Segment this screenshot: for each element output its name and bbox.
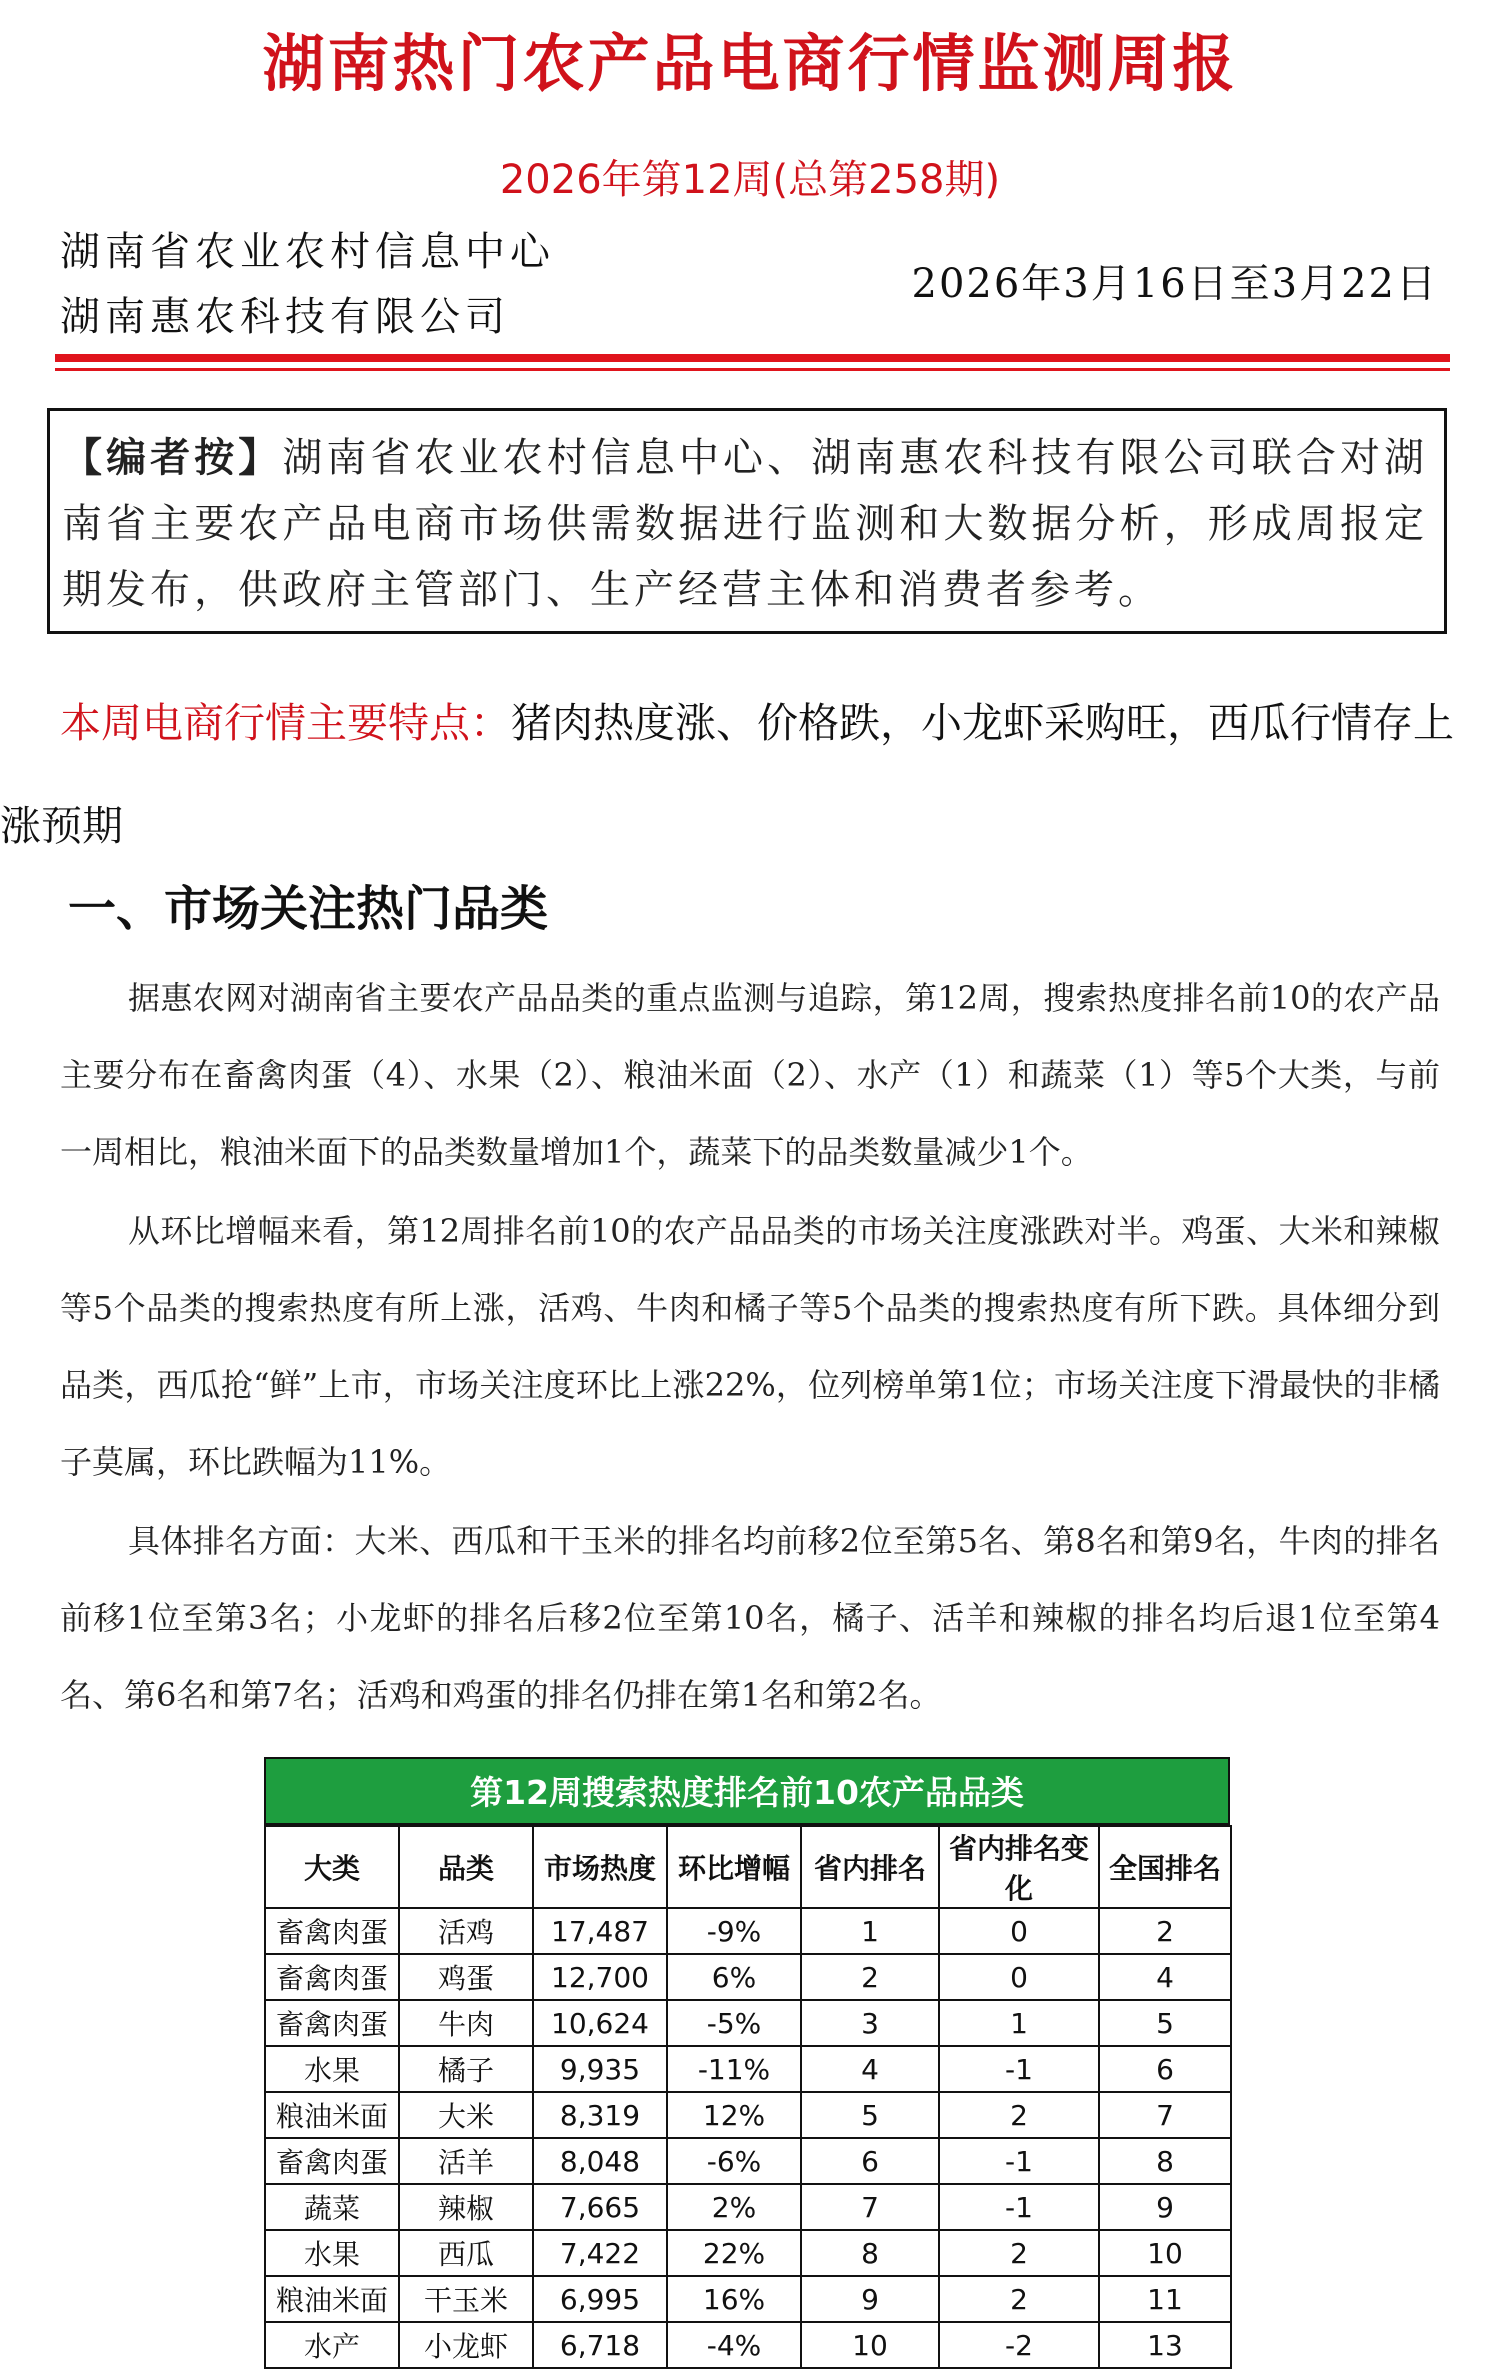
table-cell: -1	[939, 2046, 1099, 2092]
issue-number: 2026年第12周(总第258期)	[499, 157, 1001, 203]
col-header-category: 大类	[265, 1826, 399, 1908]
table-cell: 12,700	[533, 1954, 667, 2000]
table-cell: 5	[801, 2092, 939, 2138]
table-cell: 畜禽肉蛋	[265, 2138, 399, 2184]
col-header-prov-rank: 省内排名	[801, 1826, 939, 1908]
publisher-line-1: 湖南省农业农村信息中心	[60, 229, 555, 275]
table-cell: 3	[801, 2000, 939, 2046]
table-cell: 9,935	[533, 2046, 667, 2092]
table-cell: 2	[939, 2230, 1099, 2276]
table-cell: 10,624	[533, 2000, 667, 2046]
table-cell: 粮油米面	[265, 2092, 399, 2138]
table-cell: 5	[1099, 2000, 1231, 2046]
table-cell: 水果	[265, 2046, 399, 2092]
table-cell: 2	[1099, 1908, 1231, 1954]
table-cell: 活鸡	[399, 1908, 533, 1954]
paragraph-3: 具体排名方面：大米、西瓜和干玉米的排名均前移2位至第5名、第8名和第9名，牛肉的排名前移1位至第3名；小龙虾的排名后移2位至第10名，橘子、活羊和辣椒的排名均后退1位至第4名、第6名和第7名；活鸡和鸡蛋的排名仍排在第1名和第2名。	[60, 1522, 1440, 1714]
table-cell: 畜禽肉蛋	[265, 2000, 399, 2046]
table-cell: -4%	[667, 2322, 801, 2368]
table-cell: 7,422	[533, 2230, 667, 2276]
table-cell: 大米	[399, 2092, 533, 2138]
table-row	[265, 2138, 1231, 2184]
table-row	[265, 1954, 1231, 2000]
editor-note-text: 湖南省农业农村信息中心、湖南惠农科技有限公司联合对湖南省主要农产品电商市场供需数据进行监测和大数据分析，形成周报定期发布，供政府主管部门、生产经营主体和消费者参考。	[62, 435, 1429, 613]
table-cell: 13	[1099, 2322, 1231, 2368]
table-cell: -1	[939, 2184, 1099, 2230]
table-cell: 牛肉	[399, 2000, 533, 2046]
table-row	[265, 2092, 1231, 2138]
table-cell: 西瓜	[399, 2230, 533, 2276]
table-header-row	[265, 1826, 1231, 1908]
table-row	[265, 1908, 1231, 1954]
table-cell: 9	[1099, 2184, 1231, 2230]
table-cell: 干玉米	[399, 2276, 533, 2322]
table-cell: 16%	[667, 2276, 801, 2322]
table-cell: -11%	[667, 2046, 801, 2092]
table-cell: 蔬菜	[265, 2184, 399, 2230]
table-cell: 橘子	[399, 2046, 533, 2092]
table-cell: -2	[939, 2322, 1099, 2368]
table-cell: 10	[801, 2322, 939, 2368]
table-cell: 0	[939, 1954, 1099, 2000]
col-header-change: 环比增幅	[667, 1826, 801, 1908]
table-cell: 活羊	[399, 2138, 533, 2184]
header-rule-thick	[55, 354, 1450, 362]
ranking-table	[264, 1825, 1232, 2369]
table-cell: 4	[1099, 1954, 1231, 2000]
table-cell: 7	[801, 2184, 939, 2230]
date-range: 2026年3月16日至3月22日	[911, 261, 1438, 307]
table-cell: 2	[939, 2276, 1099, 2322]
table-cell: 1	[939, 2000, 1099, 2046]
table-cell: 17,487	[533, 1908, 667, 1954]
table-cell: 1	[801, 1908, 939, 1954]
table-cell: 2%	[667, 2184, 801, 2230]
ranking-table-container	[264, 1757, 1230, 2369]
table-cell: 8	[1099, 2138, 1231, 2184]
table-cell: 4	[801, 2046, 939, 2092]
paragraph-2: 从环比增幅来看，第12周排名前10的农产品品类的市场关注度涨跌对半。鸡蛋、大米和辣椒等5个品类的搜索热度有所上涨，活鸡、牛肉和橘子等5个品类的搜索热度有所下跌。具体细分到品类，西瓜抢“鲜”上市，市场关注度环比上涨22%，位列榜单第1位；市场关注度下滑最快的非橘子莫属，环比跌幅为11%。	[60, 1212, 1440, 1481]
table-cell: 12%	[667, 2092, 801, 2138]
table-row	[265, 2046, 1231, 2092]
table-cell: 辣椒	[399, 2184, 533, 2230]
table-cell: 8,048	[533, 2138, 667, 2184]
col-header-national-rank: 全国排名	[1099, 1826, 1231, 1908]
table-cell: 2	[939, 2092, 1099, 2138]
publisher-line-2: 湖南惠农科技有限公司	[60, 294, 510, 340]
table-cell: 8,319	[533, 2092, 667, 2138]
header-rule-thin	[55, 368, 1450, 371]
features-label: 本周电商行情主要特点：	[60, 699, 511, 747]
report-title: 湖南热门农产品电商行情监测周报	[262, 27, 1238, 100]
editor-note-label: 【编者按】	[62, 435, 283, 481]
table-cell: 7	[1099, 2092, 1231, 2138]
table-cell: 鸡蛋	[399, 1954, 533, 2000]
table-cell: 9	[801, 2276, 939, 2322]
table-cell: -9%	[667, 1908, 801, 1954]
table-cell: -5%	[667, 2000, 801, 2046]
table-cell: 水产	[265, 2322, 399, 2368]
table-cell: 10	[1099, 2230, 1231, 2276]
table-cell: 粮油米面	[265, 2276, 399, 2322]
editor-note-box	[47, 408, 1447, 634]
table-row	[265, 2000, 1231, 2046]
table-row	[265, 2184, 1231, 2230]
table-cell: 2	[801, 1954, 939, 2000]
table-cell: -6%	[667, 2138, 801, 2184]
table-cell: 22%	[667, 2230, 801, 2276]
features-text: 猪肉热度涨、价格跌，小龙虾采购旺，西瓜行情存上涨预期	[0, 699, 1454, 850]
table-row	[265, 2276, 1231, 2322]
table-cell: 8	[801, 2230, 939, 2276]
col-header-heat: 市场热度	[533, 1826, 667, 1908]
table-cell: 0	[939, 1908, 1099, 1954]
table-cell: 6%	[667, 1954, 801, 2000]
table-title: 第12周搜索热度排名前10农产品品类	[264, 1757, 1230, 1825]
table-cell: 6	[801, 2138, 939, 2184]
table-cell: 7,665	[533, 2184, 667, 2230]
col-header-product: 品类	[399, 1826, 533, 1908]
table-cell: 6	[1099, 2046, 1231, 2092]
table-cell: 6,995	[533, 2276, 667, 2322]
table-cell: 11	[1099, 2276, 1231, 2322]
paragraph-1: 据惠农网对湖南省主要农产品品类的重点监测与追踪，第12周，搜索热度排名前10的农产品主要分布在畜禽肉蛋（4）、水果（2）、粮油米面（2）、水产（1）和蔬菜（1）等5个大类，与前一周相比，粮油米面下的品类数量增加1个，蔬菜下的品类数量减少1个。	[60, 979, 1440, 1171]
table-cell: 6,718	[533, 2322, 667, 2368]
table-cell: 水果	[265, 2230, 399, 2276]
table-cell: 小龙虾	[399, 2322, 533, 2368]
section-heading: 一、市场关注热门品类	[68, 881, 549, 937]
table-row	[265, 2230, 1231, 2276]
weekly-features	[0, 672, 1470, 878]
table-cell: -1	[939, 2138, 1099, 2184]
table-cell: 畜禽肉蛋	[265, 1908, 399, 1954]
table-row	[265, 2322, 1231, 2368]
col-header-rank-change: 省内排名变化	[939, 1826, 1099, 1908]
table-cell: 畜禽肉蛋	[265, 1954, 399, 2000]
